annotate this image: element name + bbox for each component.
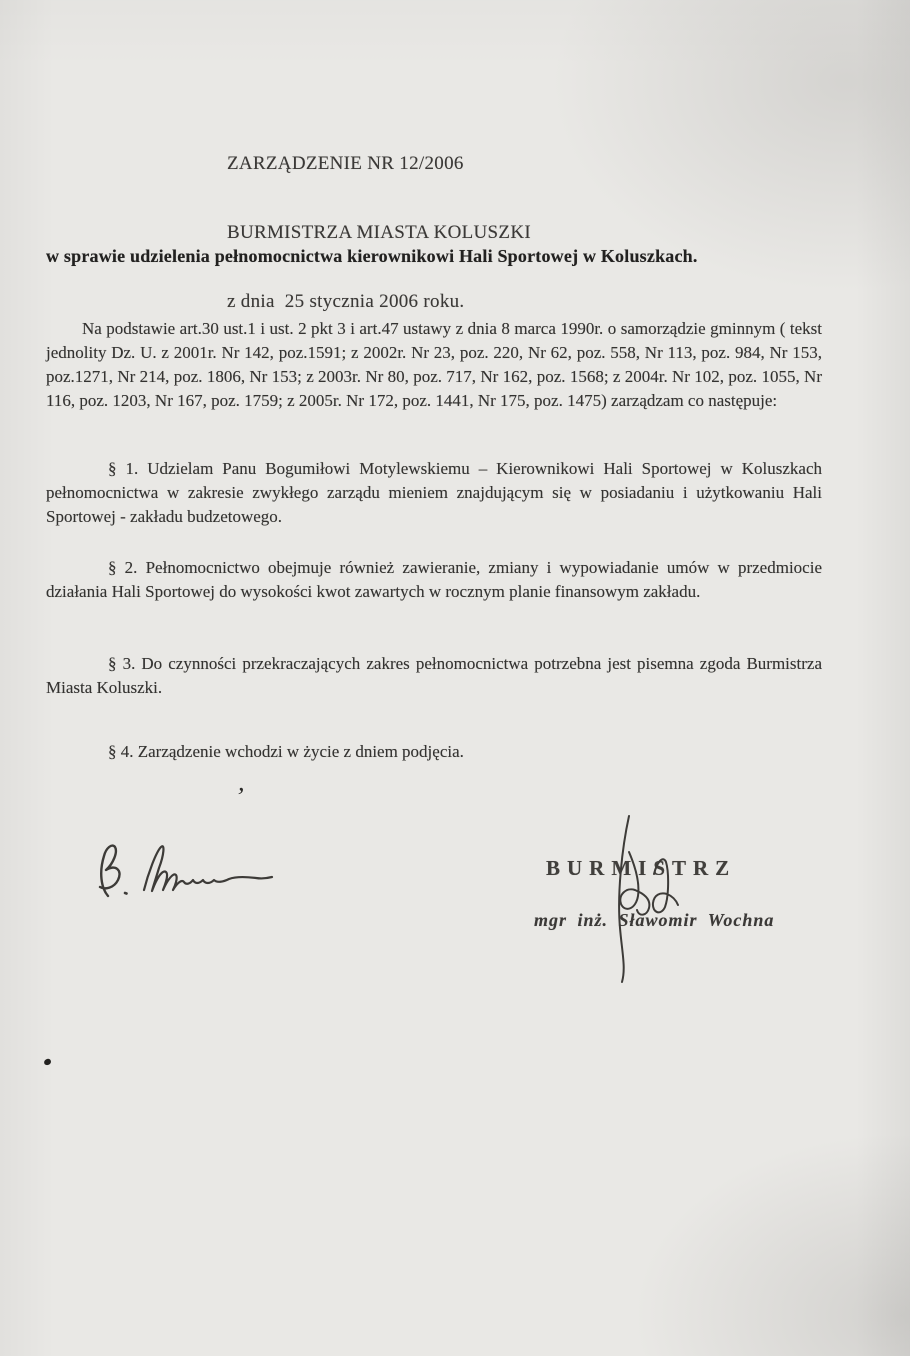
signer-name: mgr inż. Sławomir Wochna [534, 910, 775, 930]
handwritten-signature-right-icon [596, 810, 696, 990]
date-line: z dnia 25 stycznia 2006 roku. [227, 291, 465, 312]
ordinance-number-line: ZARZĄDZENIE NR 12/2006 [227, 153, 464, 174]
signer-title: BURMISTRZ [546, 856, 737, 880]
ink-dot-mark [43, 1058, 52, 1066]
stray-ink-mark: ’ [234, 781, 247, 812]
section-4-paragraph: § 4. Zarządzenie wchodzi w życie z dniem podjęcia. [108, 742, 464, 761]
subject-line: w sprawie udzielenia pełnomocnictwa kierownikowi Hali Sportowej w Koluszkach. [46, 246, 698, 266]
section-3-paragraph: § 3. Do czynności przekraczających zakres pełnomocnictwa potrzebna jest pisemna zgoda Burmistrza Miasta Koluszki. [46, 654, 822, 697]
section-2-paragraph: § 2. Pełnomocnictwo obejmuje również zawieranie, zmiany i wypowiadanie umów w przedmiocie działania Hali Sportowej do wysokości kwot zawartych w rocznym planie finansowym zakładu. [46, 558, 822, 601]
handwritten-signature-left-icon [84, 836, 284, 916]
section-1-paragraph: § 1. Udzielam Panu Bogumiłowi Motylewskiemu – Kierownikowi Hali Sportowej w Koluszkach pełnomocnictwa w zakresie zwykłego zarządu mieniem znajdującym się w posiadaniu i użytkowaniu Hali Sportowej - zakładu budzetowego. [46, 459, 822, 526]
issuer-line: BURMISTRZA MIASTA KOLUSZKI [227, 222, 531, 243]
legal-basis-paragraph: Na podstawie art.30 ust.1 i ust. 2 pkt 3 i art.47 ustawy z dnia 8 marca 1990r. o samorządzie gminnym ( tekst jednolity Dz. U. z 2001r. Nr 142, poz.1591; z 2002r. Nr 23, poz. 220, Nr 62, poz. 558, Nr 113, poz. 984, Nr 153, poz.1271, Nr 214, poz. 1806, Nr 153; z 2003r. Nr 80, poz. 717, Nr 162, poz. 1568; z 2004r. Nr 102, poz. 1055, Nr 116, poz. 1203, Nr 167, poz. 1759; z 2005r. Nr 172, poz. 1441, Nr 175, poz. 1475) zarządzam co następuje: [46, 319, 822, 410]
